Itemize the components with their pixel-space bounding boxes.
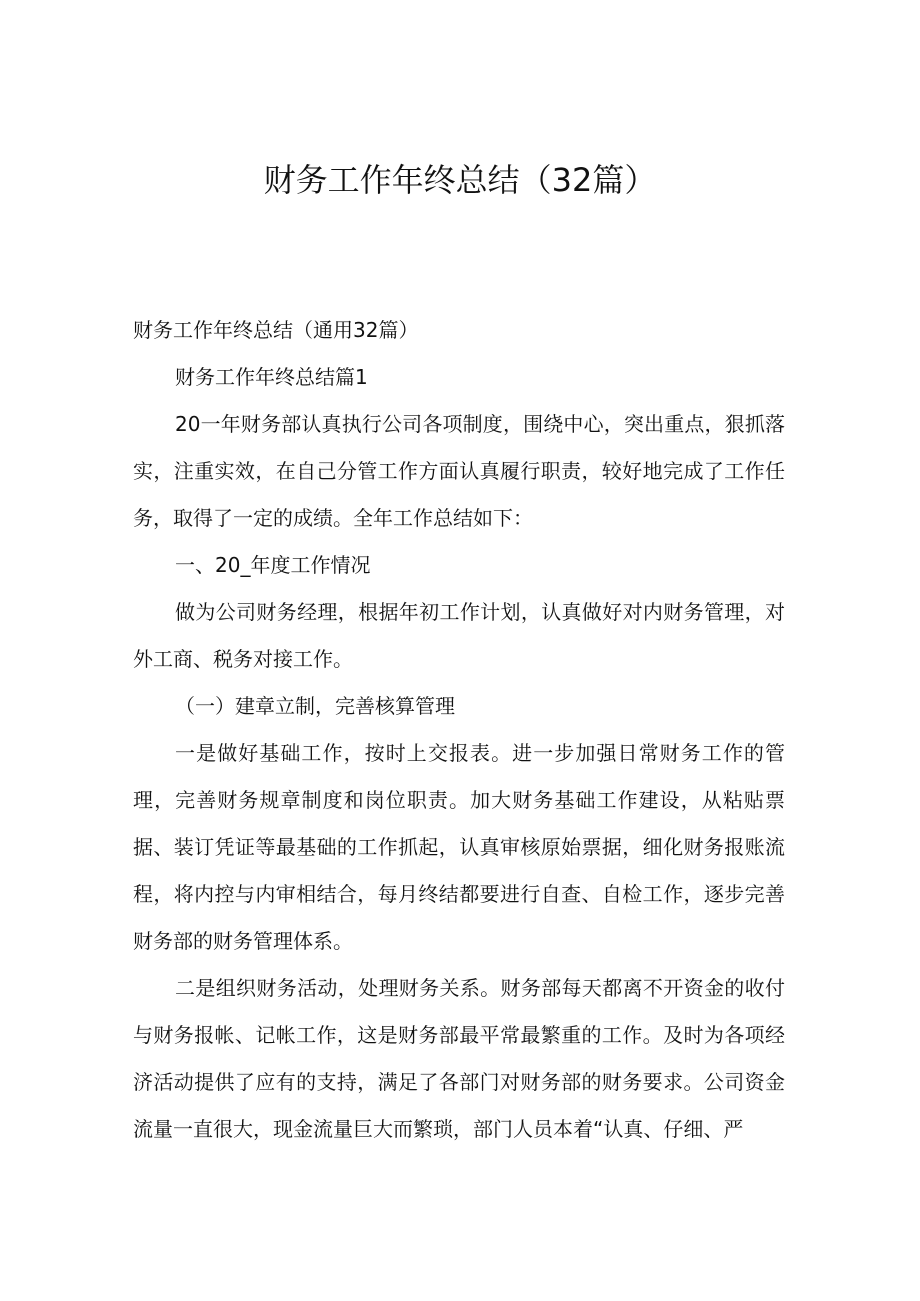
body-paragraph: 20一年财务部认真执行公司各项制度，围绕中心，突出重点，狠抓落实，注重实效，在自己分管工作方面认真履行职责，较好地完成了工作任务，取得了一定的成绩。全年工作总结如下： bbox=[133, 412, 785, 530]
body-paragraph: 做为公司财务经理，根据年初工作计划，认真做好对内财务管理，对外工商、税务对接工作。 bbox=[133, 600, 785, 671]
body-paragraph: 二是组织财务活动，处理财务关系。财务部每天都离不开资金的收付与财务报帐、记帐工作，这是财务部最平常最繁重的工作。及时为各项经济活动提供了应有的支持，满足了各部门对财务部的财务要求。公司资金流量一直很大，现金流量巨大而繁琐，部门人员本着“认真、仔细、严 bbox=[133, 976, 785, 1141]
subsection-heading: （一）建章立制，完善核算管理 bbox=[175, 694, 455, 718]
body-paragraph: 一是做好基础工作，按时上交报表。进一步加强日常财务工作的管理，完善财务规章制度和岗位职责。加大财务基础工作建设，从粘贴票据、装订凭证等最基础的工作抓起，认真审核原始票据，细化财务报账流程，将内控与内审相结合，每月终结都要进行自查、自检工作，逐步完善财务部的财务管理体系。 bbox=[133, 741, 785, 953]
section-heading: 财务工作年终总结篇1 bbox=[175, 365, 368, 389]
section-heading: 一、20_年度工作情况 bbox=[175, 553, 371, 577]
document-body bbox=[133, 307, 785, 1153]
document-title: 财务工作年终总结（32篇） bbox=[263, 161, 657, 199]
subtitle-paragraph: 财务工作年终总结（通用32篇） bbox=[133, 318, 419, 342]
